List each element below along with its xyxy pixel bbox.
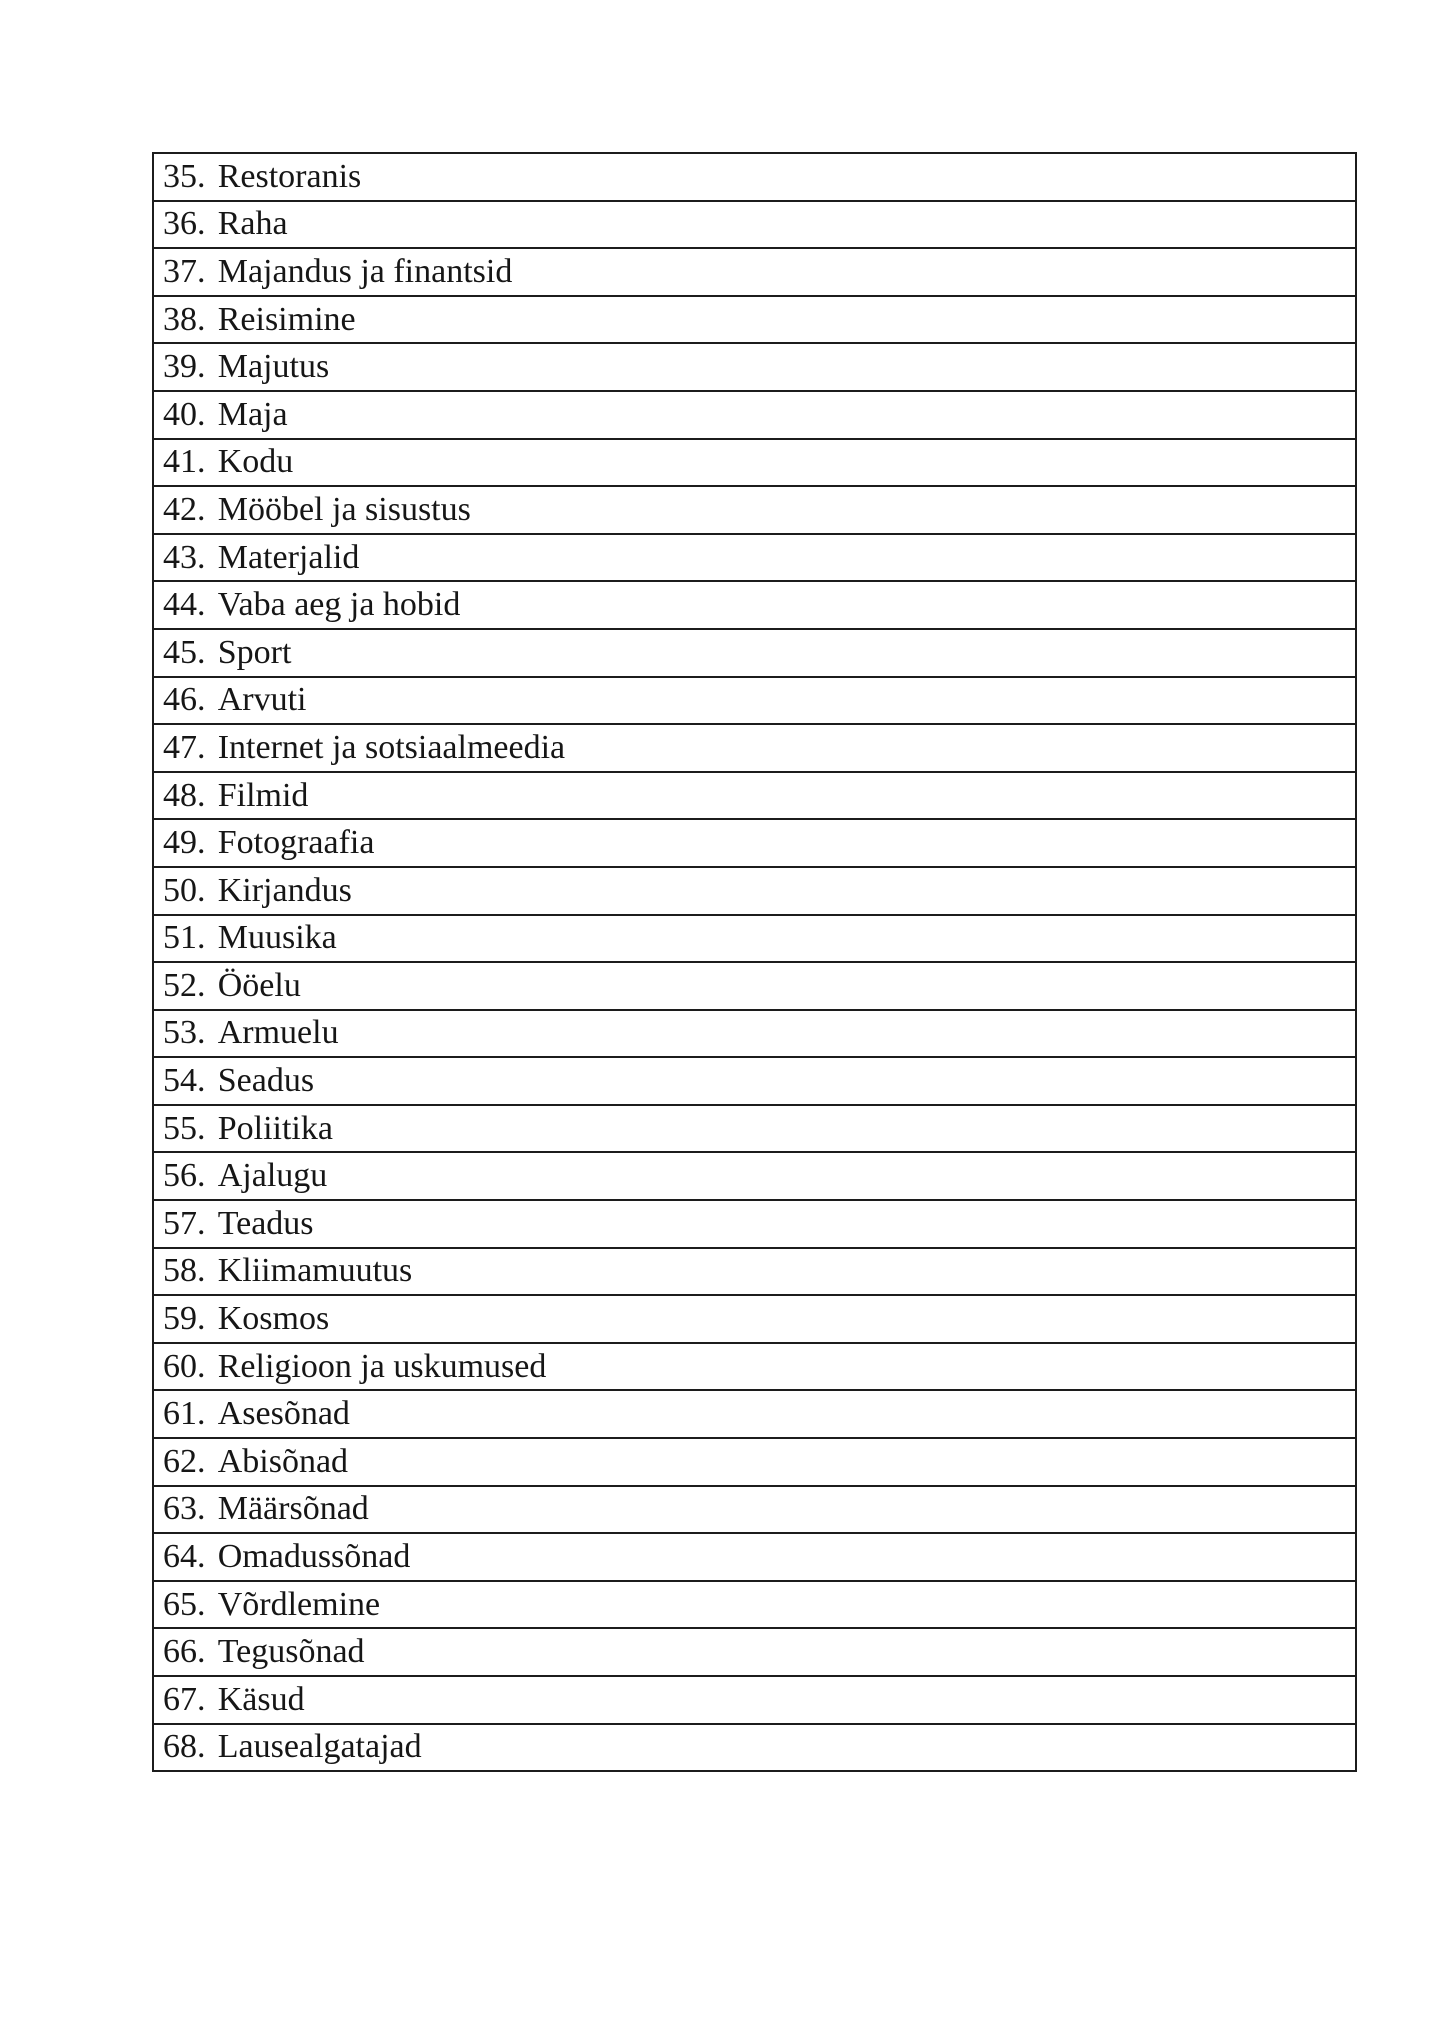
toc-table xyxy=(152,152,1357,1772)
entry-label: Võrdlemine xyxy=(217,1585,381,1623)
entry-number: 53. xyxy=(163,1014,206,1052)
table-row xyxy=(154,1296,1355,1344)
entry-label: Määrsõnad xyxy=(217,1490,369,1528)
entry-number: 40. xyxy=(163,395,206,433)
table-row xyxy=(154,344,1355,392)
entry-label: Muusika xyxy=(217,919,337,957)
entry-number: 59. xyxy=(163,1300,206,1338)
entry-label: Käsud xyxy=(217,1680,305,1718)
entry-label: Raha xyxy=(217,205,288,243)
entry-number: 35. xyxy=(163,157,206,195)
entry-number: 68. xyxy=(163,1728,206,1766)
entry-label: Ööelu xyxy=(217,966,301,1004)
entry-number: 43. xyxy=(163,538,206,576)
table-row xyxy=(154,1534,1355,1582)
entry-label: Materjalid xyxy=(217,538,360,576)
entry-label: Abisõnad xyxy=(217,1442,349,1480)
table-row xyxy=(154,678,1355,726)
table-row xyxy=(154,487,1355,535)
entry-number: 54. xyxy=(163,1062,206,1100)
entry-number: 44. xyxy=(163,586,206,624)
entry-label: Lausealgatajad xyxy=(217,1728,422,1766)
entry-label: Poliitika xyxy=(217,1109,333,1147)
entry-label: Sport xyxy=(217,633,292,671)
entry-label: Restoranis xyxy=(217,157,362,195)
entry-label: Kodu xyxy=(217,443,294,481)
entry-number: 50. xyxy=(163,871,206,909)
entry-number: 49. xyxy=(163,824,206,862)
table-row xyxy=(154,1677,1355,1725)
entry-label: Ajalugu xyxy=(217,1157,328,1195)
table-row xyxy=(154,392,1355,440)
entry-number: 66. xyxy=(163,1633,206,1671)
entry-label: Majutus xyxy=(217,348,330,386)
entry-label: Vaba aeg ja hobid xyxy=(217,586,461,624)
entry-number: 39. xyxy=(163,348,206,386)
table-row xyxy=(154,535,1355,583)
entry-label: Kirjandus xyxy=(217,871,352,909)
entry-number: 42. xyxy=(163,490,206,528)
table-row xyxy=(154,1058,1355,1106)
entry-label: Kosmos xyxy=(217,1300,330,1338)
entry-label: Religioon ja uskumused xyxy=(217,1347,547,1385)
entry-number: 65. xyxy=(163,1585,206,1623)
entry-label: Reisimine xyxy=(217,300,356,338)
entry-number: 64. xyxy=(163,1538,206,1576)
entry-number: 57. xyxy=(163,1204,206,1242)
table-row xyxy=(154,1201,1355,1249)
table-row xyxy=(154,630,1355,678)
entry-number: 56. xyxy=(163,1157,206,1195)
entry-label: Mööbel ja sisustus xyxy=(217,490,471,528)
entry-number: 63. xyxy=(163,1490,206,1528)
entry-number: 58. xyxy=(163,1252,206,1290)
entry-number: 37. xyxy=(163,252,206,290)
table-row xyxy=(154,1725,1355,1771)
table-row xyxy=(154,249,1355,297)
table-row xyxy=(154,1391,1355,1439)
entry-number: 38. xyxy=(163,300,206,338)
entry-label: Teadus xyxy=(217,1204,314,1242)
table-row xyxy=(154,1439,1355,1487)
entry-number: 60. xyxy=(163,1347,206,1385)
table-row xyxy=(154,1249,1355,1297)
table-row xyxy=(154,582,1355,630)
entry-number: 62. xyxy=(163,1442,206,1480)
entry-label: Filmid xyxy=(217,776,309,814)
table-row xyxy=(154,963,1355,1011)
table-row xyxy=(154,1487,1355,1535)
table-row xyxy=(154,440,1355,488)
entry-number: 36. xyxy=(163,205,206,243)
table-row xyxy=(154,1011,1355,1059)
entry-number: 47. xyxy=(163,728,206,766)
entry-number: 46. xyxy=(163,681,206,719)
entry-label: Majandus ja finantsid xyxy=(217,252,513,290)
entry-number: 52. xyxy=(163,966,206,1004)
entry-number: 55. xyxy=(163,1109,206,1147)
table-row xyxy=(154,1629,1355,1677)
entry-number: 48. xyxy=(163,776,206,814)
table-row xyxy=(154,297,1355,345)
entry-label: Armuelu xyxy=(217,1014,339,1052)
table-row xyxy=(154,725,1355,773)
table-row xyxy=(154,820,1355,868)
entry-number: 51. xyxy=(163,919,206,957)
entry-number: 41. xyxy=(163,443,206,481)
table-row xyxy=(154,1344,1355,1392)
table-row xyxy=(154,916,1355,964)
entry-label: Kliimamuutus xyxy=(217,1252,413,1290)
table-row xyxy=(154,773,1355,821)
table-row xyxy=(154,1153,1355,1201)
entry-label: Maja xyxy=(217,395,288,433)
entry-label: Fotograafia xyxy=(217,824,375,862)
entry-number: 61. xyxy=(163,1395,206,1433)
entry-label: Omadussõnad xyxy=(217,1538,411,1576)
table-row xyxy=(154,154,1355,202)
entry-label: Asesõnad xyxy=(217,1395,350,1433)
entry-number: 67. xyxy=(163,1680,206,1718)
table-row xyxy=(154,868,1355,916)
entry-label: Tegusõnad xyxy=(217,1633,365,1671)
table-row xyxy=(154,1582,1355,1630)
table-row xyxy=(154,202,1355,250)
entry-label: Internet ja sotsiaalmeedia xyxy=(217,728,566,766)
entry-label: Arvuti xyxy=(217,681,307,719)
entry-label: Seadus xyxy=(217,1062,315,1100)
entry-number: 45. xyxy=(163,633,206,671)
table-row xyxy=(154,1106,1355,1154)
